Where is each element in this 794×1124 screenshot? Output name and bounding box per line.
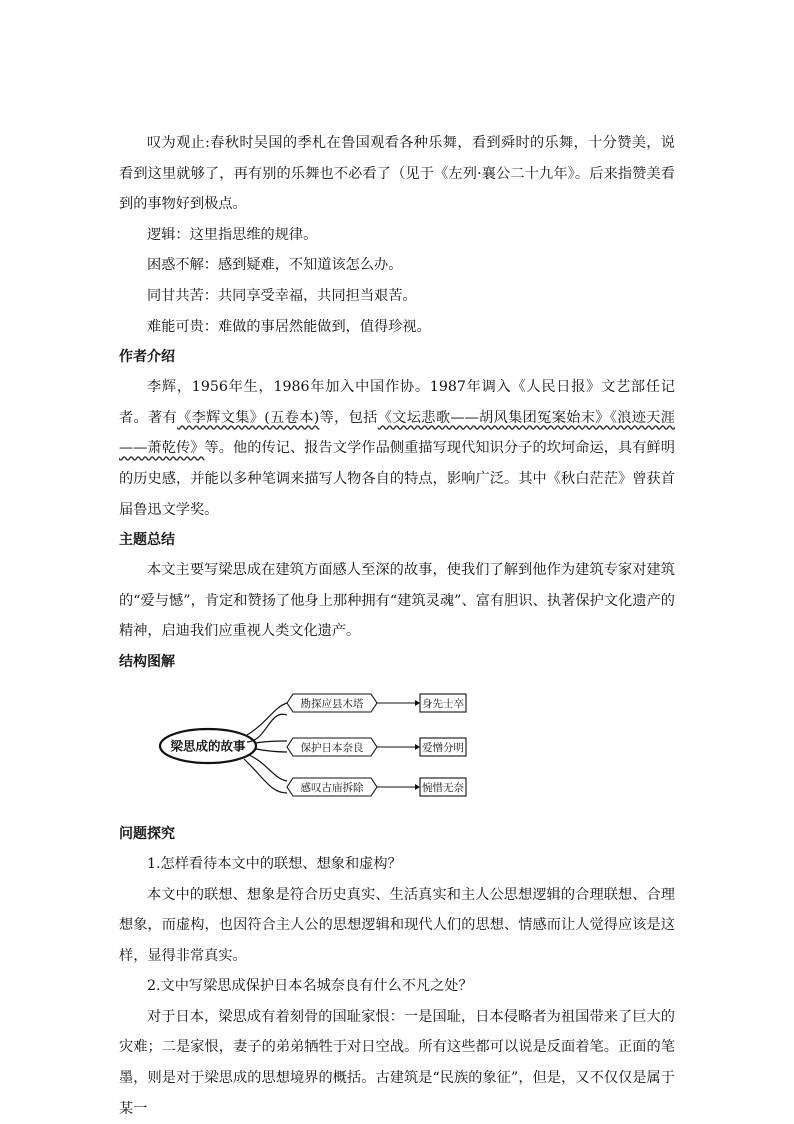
document-page	[119, 128, 675, 1124]
glossary-entry: 难能可贵：难做的事居然能做到，值得珍视。	[147, 318, 431, 335]
branch-connector-middle-lower	[256, 749, 287, 752]
glossary-definition: 这里指思维的规律。	[189, 226, 318, 243]
glossary-entry: 困惑不解：感到疑难，不知道该怎么办。	[147, 257, 403, 274]
glossary-term: 叹为观止	[147, 135, 206, 151]
questions-heading: 问题探究	[119, 825, 175, 842]
glossary-definition: 春秋时吴国的季札在鲁国观看各种乐舞，看到舜时的乐舞，十分赞美，说看到这里就够了，再有别的乐舞也不必看了（见于《左列·襄公二十九年》。后来指赞美看到的事物好到极点。	[119, 135, 675, 213]
branch-connector-bottom-outer	[244, 759, 287, 793]
answer-1: 本文中的联想、想象是符合历史真实、生活真实和主人公思想逻辑的合理联想、合理想象，而虚构，也因符合主人公的思想逻辑和现代人们的思想、情感而让人觉得应该是这样，显得非常真实。	[119, 886, 675, 964]
arrow-head-3	[415, 784, 420, 790]
event-label-1: 勘探应县木塔	[300, 697, 364, 710]
glossary	[119, 128, 675, 342]
glossary-term: 逻辑	[147, 226, 176, 243]
glossary-term: 同甘共苦	[147, 287, 204, 304]
answer-2: 对于日本，梁思成有着刻骨的国耻家恨：一是国耻，日本侵略者为祖国带来了巨大的灾难；二是家恨，妻子的弟弟牺牲于对日空战。所有这些都可以说是反面着笔。正面的笔墨，则是对于梁思成的思想境界的概括。古建筑是“民族的象征”，但是，又不仅仅是属于某一	[119, 1008, 675, 1117]
arrow-head-1	[415, 700, 420, 706]
glossary-entry: 逻辑：这里指思维的规律。	[147, 226, 318, 243]
glossary-term: 困惑不解	[147, 257, 204, 274]
glossary-definition: 感到疑难，不知道该怎么办。	[217, 257, 403, 274]
question-2: 2.文中写梁思成保护日本名城奈良有什么不凡之处？	[147, 978, 473, 995]
glossary-term: 难能可贵	[147, 318, 204, 335]
glossary-entry: 同甘共苦：共同享受幸福，共同担当艰苦。	[147, 287, 417, 304]
mind-map	[119, 683, 675, 813]
structure-heading: 结构图解	[119, 653, 175, 670]
glossary-entry: 叹为观止:春秋时吴国的季札在鲁国观看各种乐舞，看到舜时的乐舞，十分赞美，说看到这里就够了，再有别的乐舞也不必看了（见于《左列·襄公二十九年》。后来指赞美看到的事物好到极点。	[119, 135, 675, 213]
author-paragraph: 李辉，1956年生，1986年加入中国作协。1987年调入《人民日报》文艺部任记者。著有《李辉文集》(五卷本)等，包括《文坛悲歌——胡风集团冤案始末》《浪迹天涯——萧乾传》等。他的传记、报告文学作品侧重描写现代知识分子的坎坷命运，具有鲜明的历史感，并能以多种笔调来描写人物各自的特点，影响广泛。其中《秋白茫茫》曾获首届鲁迅文学奖。	[119, 379, 675, 518]
branch-connector-middle	[256, 741, 287, 743]
question-1: 1.怎样看待本文中的联想、想象和虚构？	[147, 855, 402, 872]
arrow-head-2	[415, 744, 420, 750]
theme-paragraph: 本文主要写梁思成在建筑方面感人至深的故事，使我们了解到他作为建筑专家对建筑的“爱与憾”，肯定和赞扬了他身上那种拥有“建筑灵魂”、富有胆识、执著保护文化遗产的精神，启迪我们应重视人类文化遗产。	[119, 562, 675, 640]
result-label-2: 爱憎分明	[422, 741, 464, 754]
result-label-1: 身先士卒	[422, 697, 464, 710]
event-label-2: 保护日本奈良	[300, 741, 364, 754]
branch-connector-top	[247, 703, 287, 735]
event-label-3: 感叹古庙拆除	[300, 781, 364, 794]
result-label-3: 惋惜无奈	[422, 781, 464, 794]
theme-heading: 主题总结	[119, 532, 175, 549]
branch-connector-bottom	[249, 755, 287, 781]
author-work-biographies: 《文坛悲歌——胡风集团冤案始末》《浪迹天涯——萧乾传》	[119, 409, 675, 457]
author-heading: 作者介绍	[119, 349, 175, 366]
center-node-label: 梁思成的故事	[170, 738, 246, 754]
structure-diagram	[119, 683, 675, 813]
author-work-collection: 《李辉文集》(五卷本)	[177, 409, 320, 426]
glossary-definition: 共同享受幸福，共同担当艰苦。	[217, 287, 417, 304]
glossary-definition: 难做的事居然能做到，值得珍视。	[217, 318, 431, 335]
